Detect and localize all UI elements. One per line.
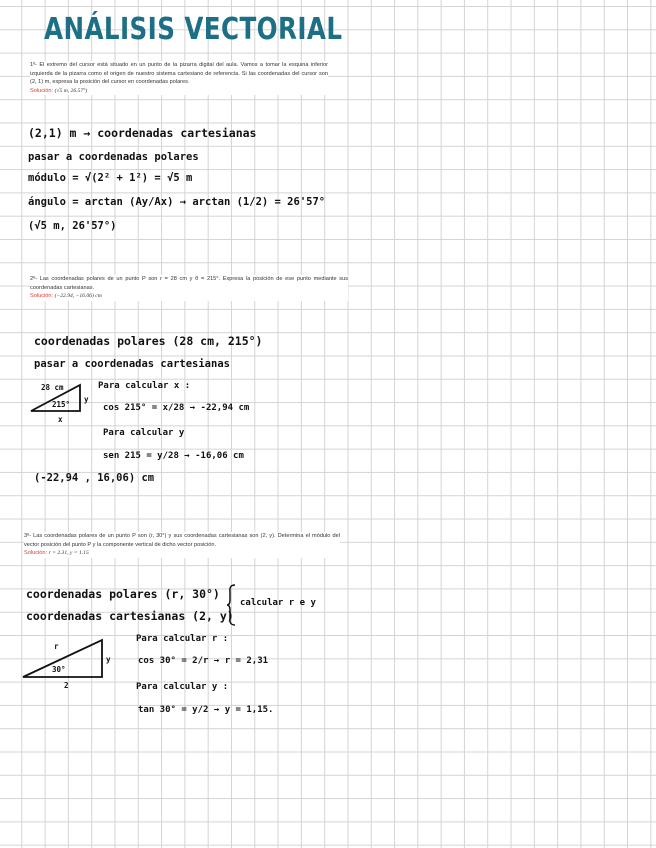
brace-icon [226,584,238,626]
p3-work-calc: calcular r e y [240,598,316,608]
p2-work-line-4: cos 215° = x/28 → -22,94 cm [103,403,250,413]
p2-work-line-6: sen 215 = y/28 → -16,06 cm [103,451,244,461]
p2-triangle-diagram [28,380,98,425]
p3-triangle-bottom: 2 [64,681,69,690]
p3-work-line-1: coordenadas polares (r, 30°) [26,587,220,601]
p3-work-line-6: Para calcular y : [136,682,229,692]
p3-work-line-7: tan 30° = y/2 → y = 1,15. [138,705,274,715]
p2-triangle-y: y [84,395,89,404]
problem-3-solution [24,549,340,558]
problem-3-text: 3º- Las coordenadas polares de un punto P son (r, 30°) y sus coordenadas cartesianas son (2, y). Determina el módulo del vector posición del punto P y la componente vertical de dicho vector posición. [24,533,340,548]
p1-work-line-1: (2,1) m → coordenadas cartesianas [28,126,257,140]
solution-value: (−22.94, −16.06) cm [54,293,102,300]
solution-label: Solución: [24,550,48,557]
problem-2-statement [30,275,348,301]
p3-triangle-y: y [106,655,111,664]
p3-triangle-diagram [20,636,110,692]
p3-triangle-hyp: r [54,642,59,651]
solution-value: r = 2.31, y = 1.15 [48,550,89,557]
problem-1-solution [30,87,328,96]
solution-value: (√5 m, 26.57°) [54,87,88,94]
p3-triangle-angle: 30° [52,665,66,674]
problem-1-statement [30,61,328,95]
solution-label: Solución: [30,293,54,300]
p1-work-line-3: módulo = √(2² + 1²) = √5 m [28,172,193,184]
p1-work-line-4: ángulo = arctan (Ay/Ax) → arctan (1/2) = 26'57° [28,196,326,208]
p2-triangle-x: x [58,415,63,424]
problem-2-text: 2º- Las coordenadas polares de un punto P son r = 28 cm y θ = 215°. Expresa la posición de ese punto mediante sus coordenadas cartesianas. [30,276,348,291]
page-title: ANÁLISIS VECTORIAL [44,12,343,47]
p3-work-line-2: coordenadas cartesianas (2, y) [26,609,234,623]
p2-work-line-1: coordenadas polares (28 cm, 215°) [34,334,263,348]
p2-work-line-5: Para calcular y [103,428,185,438]
p3-work-line-4: Para calcular r : [136,634,229,644]
solution-label: Solución: [30,87,54,94]
p2-work-line-7: (-22,94 , 16,06) cm [34,472,155,484]
p2-triangle-hyp: 28 cm [41,383,64,392]
p1-work-line-5: (√5 m, 26'57°) [28,220,117,232]
p3-work-line-5: cos 30° = 2/r → r = 2,31 [138,656,269,666]
p2-work-line-3: Para calcular x : [98,381,191,391]
problem-1-text: 1º- El extremo del cursor está situado en un punto de la pizarra digital del aula. Vamos a tomar la esquina inferior izquierda de la pizarra como el origen de nuestro sistema cartesiano de referencia. Si las coordenadas del cursor son (2, 1) m, expresa la posición del cursor en coordenadas polares. [30,62,328,86]
p2-triangle-angle: 215° [52,400,71,409]
p1-work-line-2: pasar a coordenadas polares [28,151,199,163]
p2-work-line-2: pasar a coordenadas cartesianas [34,358,230,370]
problem-2-solution [30,292,348,301]
problem-3-statement [24,532,340,558]
